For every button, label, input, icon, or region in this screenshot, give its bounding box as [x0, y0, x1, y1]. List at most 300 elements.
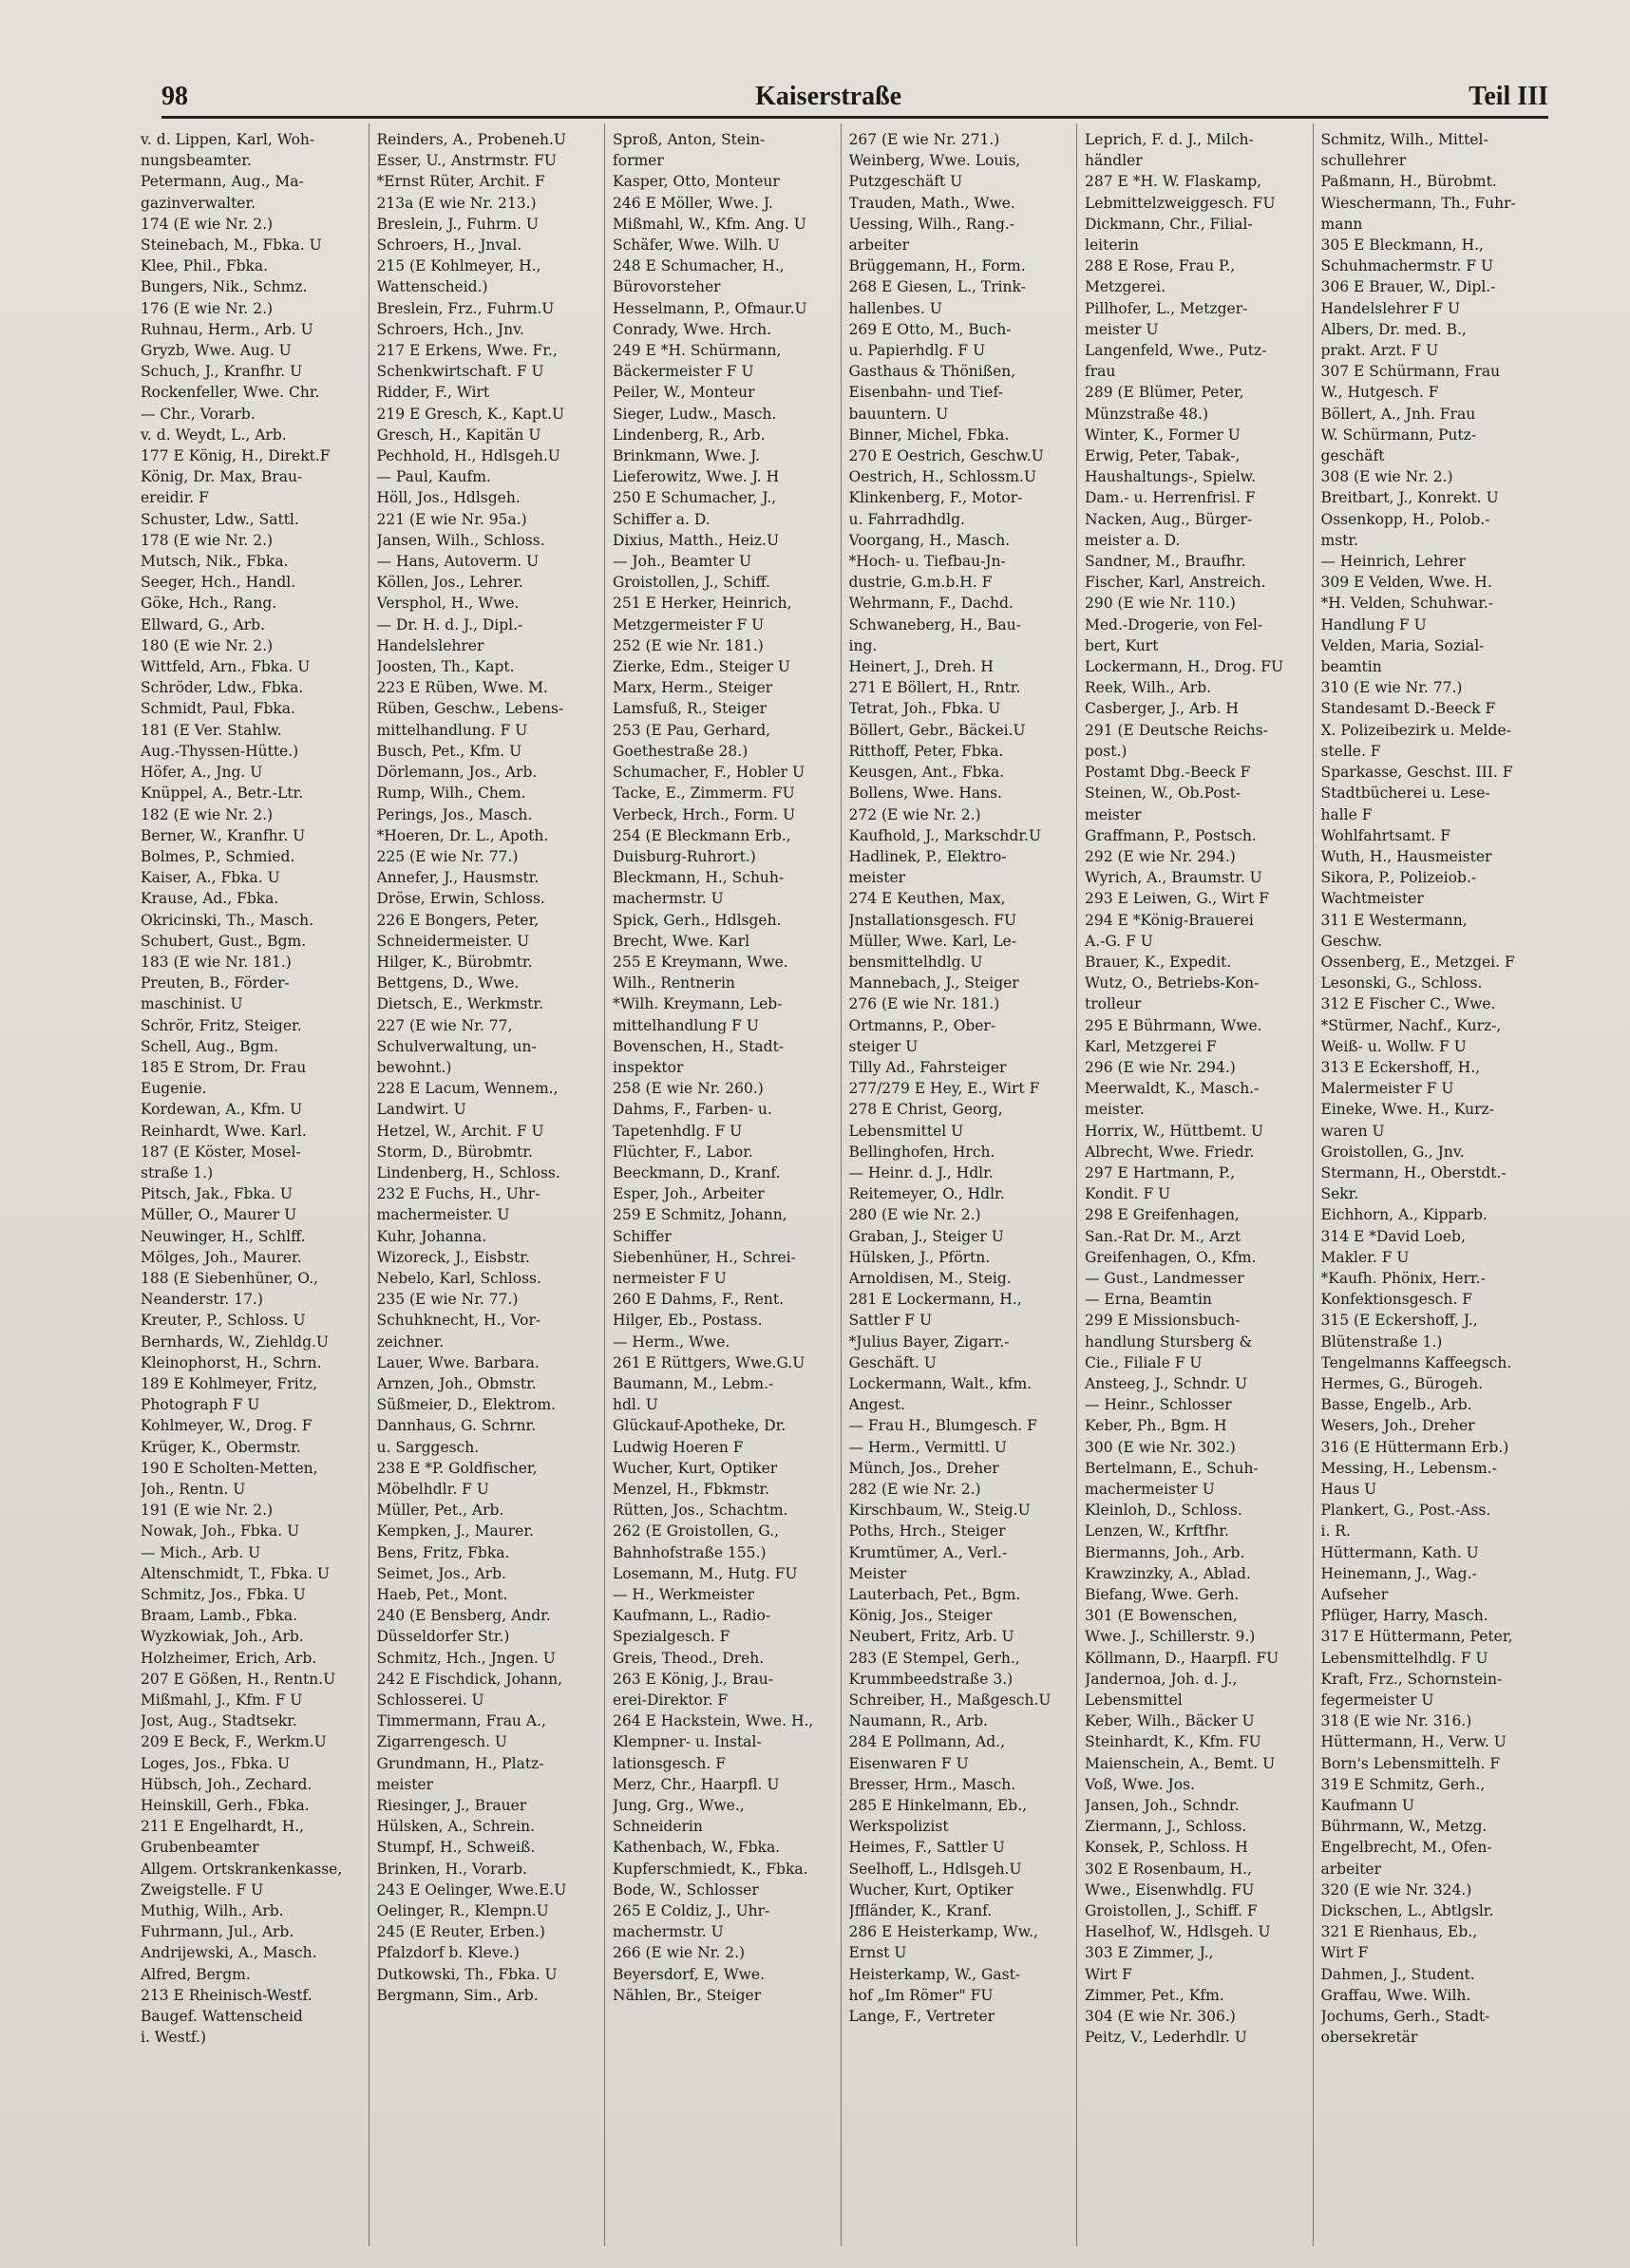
directory-entry: 249 E *H. Schürmann,	[613, 342, 782, 360]
directory-entry: Seelhoff, L., Hdlsgeh.U	[848, 1860, 1022, 1878]
directory-entry: — Herm., Vermittl. U	[848, 1438, 1007, 1456]
directory-entry: Storm, D., Bürobmtr.	[376, 1143, 533, 1161]
directory-entry: Kasper, Otto, Monteur	[613, 173, 780, 191]
directory-entry: Petermann, Aug., Ma-	[141, 173, 304, 191]
directory-entry: Jffländer, K., Kranf.	[848, 1902, 993, 1920]
page-header	[161, 78, 1548, 119]
directory-entry: Dixius, Matth., Heiz.U	[613, 531, 780, 549]
directory-entry: A.-G. F U	[1085, 932, 1153, 950]
directory-entry: Lindenberg, R., Arb.	[613, 425, 766, 444]
directory-entry: Born's Lebensmittelh. F	[1320, 1754, 1501, 1772]
directory-entry: Schröder, Ldw., Fbka.	[141, 679, 304, 697]
directory-entry: Wwe., Eisenwhdlg. FU	[1085, 1881, 1255, 1899]
directory-entry: Poths, Hrch., Steiger	[848, 1522, 1006, 1540]
directory-entry: Münch, Jos., Dreher	[848, 1459, 999, 1477]
directory-entry: Mutsch, Nik., Fbka.	[141, 553, 289, 571]
directory-entry: Joosten, Th., Kapt.	[376, 658, 515, 676]
directory-entry: machermstr. U	[613, 890, 724, 908]
directory-entry: 283 (E Stempel, Gerh.,	[848, 1649, 1020, 1667]
directory-entry: Maienschein, A., Bemt. U	[1085, 1754, 1276, 1772]
directory-entry: 250 E Schumacher, J.,	[613, 489, 777, 507]
directory-entry: Lindenberg, H., Schloss.	[376, 1163, 560, 1181]
directory-entry: Zierke, Edm., Steiger U	[613, 658, 790, 676]
directory-entry: 209 E Beck, F., Werkm.U	[141, 1733, 327, 1751]
directory-entry: 191 (E wie Nr. 2.)	[141, 1502, 274, 1520]
directory-entry: Hülsken, A., Schrein.	[376, 1818, 536, 1836]
directory-entry: u. Papierhdlg. F U	[848, 342, 986, 360]
directory-columns	[133, 123, 1548, 2246]
directory-entry: Perings, Jos., Masch.	[376, 805, 533, 823]
directory-entry: Riesinger, J., Brauer	[376, 1797, 527, 1815]
directory-entry: Schiffer	[613, 1227, 672, 1245]
directory-entry: Photograph F U	[141, 1396, 260, 1414]
directory-entry: W. Schürmann, Putz-	[1320, 425, 1477, 444]
directory-entry: Altenschmidt, T., Fbka. U	[141, 1564, 330, 1582]
directory-entry: 285 E Hinkelmann, Eb.,	[848, 1797, 1028, 1815]
directory-entry: Bergmann, Sim., Arb.	[376, 1986, 539, 2004]
directory-entry: Malermeister F U	[1320, 1080, 1454, 1098]
directory-entry: Bührmann, W., Metzg.	[1320, 1818, 1488, 1836]
directory-entry: hof „Im Römer" FU	[848, 1986, 994, 2004]
directory-entry: Stermann, H., Oberstdt.-	[1320, 1163, 1507, 1181]
directory-entry: 309 E Velden, Wwe. H.	[1320, 574, 1492, 592]
directory-entry: Krummbeedstraße 3.)	[848, 1670, 1014, 1688]
directory-entry: Dietsch, E., Werkmstr.	[376, 995, 544, 1013]
directory-entry: Stumpf, H., Schweiß.	[376, 1839, 536, 1857]
directory-entry: Krawzinzky, A., Ablad.	[1085, 1564, 1251, 1582]
directory-entry: Bollens, Wwe. Hans.	[848, 784, 1002, 803]
directory-entry: Brinkmann, Wwe. J.	[613, 447, 761, 465]
directory-entry: Basse, Engelb., Arb.	[1320, 1396, 1472, 1414]
directory-entry: Konsek, P., Schloss. H	[1085, 1839, 1248, 1857]
directory-entry: Eugenie.	[141, 1080, 207, 1098]
directory-entry: frau	[1085, 363, 1116, 381]
directory-entry: Kaufhold, J., Markschdr.U	[848, 826, 1042, 844]
directory-entry: Dahms, F., Farben- u.	[613, 1101, 772, 1119]
directory-entry: Tacke, E., Zimmerm. FU	[613, 784, 795, 803]
directory-entry: Putzgeschäft U	[848, 173, 963, 191]
directory-entry: Hilger, K., Bürobmtr.	[376, 953, 533, 971]
directory-entry: obersekretär	[1320, 2029, 1418, 2047]
directory-entry: Wehrmann, F., Dachd.	[848, 595, 1014, 613]
directory-entry: Nebelo, Karl, Schloss.	[376, 1269, 541, 1287]
directory-entry: *Julius Bayer, Zigarr.-	[848, 1332, 1010, 1351]
directory-entry: Heinemann, J., Wag.-	[1320, 1564, 1477, 1582]
directory-entry: Graban, J., Steiger U	[848, 1227, 1004, 1245]
directory-entry: Versphol, H., Wwe.	[376, 595, 520, 613]
directory-entry: mann	[1320, 215, 1363, 233]
directory-entry: 213 E Rheinisch-Westf.	[141, 1986, 313, 2004]
directory-entry: Seeger, Hch., Handl.	[141, 574, 296, 592]
directory-entry: bewohnt.)	[376, 1058, 452, 1076]
directory-entry: Siebenhüner, H., Schrei-	[613, 1248, 796, 1266]
directory-entry: Lebensmittel U	[848, 1122, 964, 1140]
directory-entry: 226 E Bongers, Peter,	[376, 911, 540, 929]
directory-entry: 177 E König, H., Direkt.F	[141, 447, 331, 465]
directory-entry: Landwirt. U	[376, 1101, 466, 1119]
directory-entry: Pfalzdorf b. Kleve.)	[376, 1944, 520, 1962]
directory-entry: bauuntern. U	[848, 405, 949, 423]
directory-entry: Krause, Ad., Fbka.	[141, 890, 279, 908]
directory-entry: 264 E Hackstein, Wwe. H.,	[613, 1712, 814, 1730]
directory-entry: 276 (E wie Nr. 181.)	[848, 995, 1000, 1013]
directory-entry: Bungers, Nik., Schmz.	[141, 278, 308, 296]
directory-entry: Menzel, H., Fbkmstr.	[613, 1481, 770, 1498]
directory-entry: Postamt Dbg.-Beeck F	[1085, 764, 1251, 782]
directory-entry: Holzheimer, Erich, Arb.	[141, 1649, 317, 1667]
directory-entry: Trauden, Math., Wwe.	[848, 194, 1015, 212]
directory-entry: Tetrat, Joh., Fbka. U	[848, 700, 1001, 718]
directory-entry: mittelhandlung. F U	[376, 721, 528, 739]
directory-entry: Bürovorsteher	[613, 278, 721, 296]
directory-entry: machermeister U	[1085, 1481, 1215, 1498]
directory-entry: 314 E *David Loeb,	[1320, 1227, 1466, 1245]
directory-entry: Süßmeier, D., Elektrom.	[376, 1396, 557, 1414]
directory-entry: Eineke, Wwe. H., Kurz-	[1320, 1101, 1494, 1119]
directory-entry: Schroers, Hch., Jnv.	[376, 320, 524, 338]
directory-entry: Schäfer, Wwe. Wilh. U	[613, 236, 780, 255]
directory-entry: 268 E Giesen, L., Trink-	[848, 278, 1026, 296]
directory-entry: gazinverwalter.	[141, 194, 256, 212]
directory-entry: 277/279 E Hey, E., Wirt F	[848, 1080, 1040, 1098]
directory-entry: Weiß- u. Wollw. F U	[1320, 1037, 1467, 1055]
directory-entry: Bovenschen, H., Stadt-	[613, 1037, 785, 1055]
directory-entry: Preuten, B., Förder-	[141, 974, 290, 992]
directory-entry: Gryzb, Wwe. Aug. U	[141, 342, 292, 360]
directory-entry: Heimes, F., Sattler U	[848, 1839, 1005, 1857]
directory-entry: Schenkwirtschaft. F U	[376, 363, 544, 381]
directory-entry: meister	[1085, 805, 1142, 823]
directory-entry: Flüchter, F., Labor.	[613, 1143, 753, 1161]
directory-entry: Winter, K., Former U	[1085, 425, 1241, 444]
directory-entry: Schubert, Gust., Bgm.	[141, 932, 307, 950]
directory-entry: nermeister F U	[613, 1269, 727, 1287]
directory-entry: Wesers, Joh., Dreher	[1320, 1417, 1475, 1435]
directory-entry: 294 E *König-Brauerei	[1085, 911, 1254, 929]
directory-entry: Pechhold, H., Hdlsgeh.U	[376, 447, 560, 465]
directory-entry: 282 (E wie Nr. 2.)	[848, 1481, 981, 1498]
directory-entry: 245 (E Reuter, Erben.)	[376, 1923, 545, 1941]
directory-entry: 174 (E wie Nr. 2.)	[141, 215, 274, 233]
directory-entry: Biefang, Wwe. Gerh.	[1085, 1586, 1240, 1604]
directory-entry: 232 E Fuchs, H., Uhr-	[376, 1185, 540, 1203]
directory-entry: — Herm., Wwe.	[613, 1332, 730, 1351]
directory-entry: Bens, Fritz, Fbka.	[376, 1543, 510, 1561]
directory-entry: Messing, H., Lebensm.-	[1320, 1459, 1497, 1477]
directory-entry: Bernhards, W., Ziehldg.U	[141, 1332, 329, 1351]
directory-entry: meister.	[1085, 1101, 1145, 1119]
directory-entry: Weinberg, Wwe. Louis,	[848, 152, 1021, 170]
directory-entry: Jung, Grg., Wwe.,	[613, 1797, 745, 1815]
directory-entry: Kaufmann U	[1320, 1797, 1414, 1815]
directory-entry: — Heinr., Schlosser	[1085, 1396, 1232, 1414]
directory-entry: Neubert, Fritz, Arb. U	[848, 1628, 1014, 1646]
directory-entry: Kempken, J., Maurer.	[376, 1522, 534, 1540]
directory-entry: Böllert, Gebr., Bäckei.U	[848, 721, 1026, 739]
directory-entry: Heinert, J., Dreh. H	[848, 658, 994, 676]
directory-entry: Wyzkowiak, Joh., Arb.	[141, 1628, 304, 1646]
directory-entry: Wilh., Rentnerin	[613, 974, 735, 992]
directory-entry: 189 E Kohlmeyer, Fritz,	[141, 1374, 317, 1392]
directory-entry: Muthig, Wilh., Arb.	[141, 1902, 284, 1920]
directory-entry: 287 E *H. W. Flaskamp,	[1085, 173, 1262, 191]
directory-entry: v. d. Lippen, Karl, Woh-	[141, 131, 315, 148]
directory-entry: — Gust., Landmesser	[1085, 1269, 1244, 1287]
directory-entry: Ossenkopp, H., Polob.-	[1320, 510, 1490, 528]
page-number: 98	[161, 82, 188, 111]
directory-entry: *Stürmer, Nachf., Kurz-,	[1320, 1016, 1502, 1034]
directory-entry: Kordewan, A., Kfm. U	[141, 1101, 303, 1119]
directory-entry: Böllert, A., Jnh. Frau	[1320, 405, 1476, 423]
directory-entry: Konfektionsgesch. F	[1320, 1291, 1473, 1309]
directory-entry: Oestrich, H., Schlossm.U	[848, 468, 1036, 486]
directory-entry: 296 (E wie Nr. 294.)	[1085, 1058, 1236, 1076]
directory-entry: Groistollen, J., Schiff.	[613, 574, 770, 592]
directory-entry: Wirt F	[1085, 1965, 1132, 1983]
directory-entry: Kleinloh, D., Schloss.	[1085, 1502, 1242, 1520]
directory-entry: Groistollen, J., Schiff. F	[1085, 1902, 1258, 1920]
directory-entry: Bolmes, P., Schmied.	[141, 847, 295, 865]
directory-entry: Wyrich, A., Braumstr. U	[1085, 869, 1262, 887]
directory-entry: Lockermann, Walt., kfm.	[848, 1374, 1033, 1392]
directory-entry: 274 E Keuthen, Max,	[848, 890, 1006, 908]
directory-entry: schullehrer	[1320, 152, 1407, 170]
directory-entry: Glückauf-Apotheke, Dr.	[613, 1417, 787, 1435]
directory-entry: Wieschermann, Th., Fuhr-	[1320, 194, 1516, 212]
directory-entry: Jansen, Wilh., Schloss.	[376, 531, 545, 549]
directory-entry: Reinders, A., Probeneh.U	[376, 131, 566, 148]
directory-entry: zeichner.	[376, 1332, 445, 1351]
directory-entry: 242 E Fischdick, Johann,	[376, 1670, 563, 1688]
directory-entry: Steinebach, M., Fbka. U	[141, 236, 322, 255]
directory-entry: Makler. F U	[1320, 1248, 1410, 1266]
directory-entry: Geschäft. U	[848, 1353, 937, 1371]
directory-entry: Schuch, J., Kranfhr. U	[141, 363, 303, 381]
directory-entry: Ziermann, J., Schloss.	[1085, 1818, 1247, 1836]
directory-entry: Bahnhofstraße 155.)	[613, 1543, 767, 1561]
directory-entry: Ortmanns, P., Ober-	[848, 1016, 996, 1034]
directory-entry: Bode, W., Schlosser	[613, 1881, 759, 1899]
directory-entry: Breitbart, J., Konrekt. U	[1320, 489, 1499, 507]
directory-entry: 272 (E wie Nr. 2.)	[848, 805, 981, 823]
directory-entry: Höfer, A., Jng. U	[141, 764, 263, 782]
directory-entry: — Paul, Kaufm.	[376, 468, 491, 486]
directory-entry: 217 E Erkens, Wwe. Fr.,	[376, 342, 558, 360]
directory-entry: Reinhardt, Wwe. Karl.	[141, 1122, 307, 1140]
directory-entry: 289 (E Blümer, Peter,	[1085, 384, 1244, 402]
directory-entry: Wohlfahrtsamt. F	[1320, 826, 1450, 844]
directory-entry: *Ernst Rüter, Archit. F	[376, 173, 545, 191]
directory-entry: 215 (E Kohlmeyer, H.,	[376, 257, 541, 275]
directory-entry: Reitemeyer, O., Hdlr.	[848, 1185, 1005, 1203]
directory-entry: 246 E Möller, Wwe. J.	[613, 194, 773, 212]
directory-entry: 271 E Böllert, H., Rntr.	[848, 679, 1021, 697]
directory-entry: 183 (E wie Nr. 181.)	[141, 953, 292, 971]
directory-entry: Dam.- u. Herrenfrisl. F	[1085, 489, 1256, 507]
directory-entry: Blütenstraße 1.)	[1320, 1332, 1443, 1351]
directory-entry: Brauer, K., Expedit.	[1085, 953, 1232, 971]
directory-entry: 312 E Fischer C., Wwe.	[1320, 995, 1496, 1013]
directory-entry: meister U	[1085, 320, 1159, 338]
directory-entry: 321 E Rienhaus, Eb.,	[1320, 1923, 1478, 1941]
directory-entry: Kaufmann, L., Radio-	[613, 1607, 771, 1625]
directory-entry: 280 (E wie Nr. 2.)	[848, 1206, 981, 1224]
directory-entry: Klempner- u. Instal-	[613, 1733, 762, 1751]
directory-entry: Jansen, Joh., Schndr.	[1085, 1797, 1240, 1815]
directory-entry: meister	[848, 869, 906, 887]
directory-entry: Kreuter, P., Schloss. U	[141, 1312, 306, 1330]
directory-entry: 265 E Coldiz, J., Uhr-	[613, 1902, 770, 1920]
directory-entry: Fuhrmann, Jul., Arb.	[141, 1923, 294, 1941]
directory-entry: 254 (E Bleckmann Erb.,	[613, 826, 791, 844]
directory-entry: Lange, F., Vertreter	[848, 2008, 995, 2026]
directory-entry: Pflüger, Harry, Masch.	[1320, 1607, 1488, 1625]
directory-entry: Sekr.	[1320, 1185, 1359, 1203]
directory-entry: Lockermann, H., Drog. FU	[1085, 658, 1284, 676]
directory-entry: 302 E Rosenbaum, H.,	[1085, 1860, 1252, 1878]
directory-entry: 248 E Schumacher, H.,	[613, 257, 785, 275]
directory-entry: Tapetenhdlg. F U	[613, 1122, 743, 1140]
directory-entry: nungsbeamter.	[141, 152, 252, 170]
directory-entry: Sattler F U	[848, 1312, 933, 1330]
column-2	[369, 123, 605, 2246]
directory-entry: Hesselmann, P., Ofmaur.U	[613, 299, 807, 317]
directory-entry: Losemann, M., Hutg. FU	[613, 1564, 798, 1582]
directory-entry: erei-Direktor. F	[613, 1692, 729, 1710]
directory-entry: — Hans, Autoverm. U	[376, 553, 540, 571]
directory-entry: 182 (E wie Nr. 2.)	[141, 805, 274, 823]
directory-entry: 266 (E wie Nr. 2.)	[613, 1944, 746, 1962]
directory-entry: Ruhnau, Herm., Arb. U	[141, 320, 313, 338]
directory-entry: u. Sarggesch.	[376, 1438, 480, 1456]
directory-entry: 253 (E Pau, Gerhard,	[613, 721, 771, 739]
directory-entry: Reek, Wilh., Arb.	[1085, 679, 1212, 697]
directory-entry: arbeiter	[1320, 1860, 1382, 1878]
directory-entry: Heisterkamp, W., Gast-	[848, 1965, 1021, 1983]
directory-entry: Biermanns, Joh., Arb.	[1085, 1543, 1245, 1561]
directory-entry: Busch, Pet., Kfm. U	[376, 742, 522, 760]
directory-entry: — Erna, Beamtin	[1085, 1291, 1212, 1309]
directory-entry: Schreiber, H., Maßgesch.U	[848, 1692, 1052, 1710]
directory-entry: steiger U	[848, 1037, 919, 1055]
directory-entry: Lebensmittel	[1085, 1692, 1183, 1710]
directory-entry: 320 (E wie Nr. 324.)	[1320, 1881, 1472, 1899]
directory-entry: Neanderstr. 17.)	[141, 1291, 263, 1309]
directory-entry: Schiffer a. D.	[613, 510, 711, 528]
directory-entry: Plankert, G., Post.-Ass.	[1320, 1502, 1491, 1520]
directory-entry: 223 E Rüben, Wwe. M.	[376, 679, 548, 697]
directory-entry: Peiler, W., Monteur	[613, 384, 755, 402]
directory-entry: San.-Rat Dr. M., Arzt	[1085, 1227, 1241, 1245]
directory-entry: Schmitz, Wilh., Mittel-	[1320, 131, 1488, 148]
directory-entry: 225 (E wie Nr. 77.)	[376, 847, 519, 865]
directory-entry: 188 (E Siebenhüner, O.,	[141, 1269, 318, 1287]
directory-entry: Wwe. J., Schillerstr. 9.)	[1085, 1628, 1256, 1646]
directory-entry: Schneiderin	[613, 1818, 703, 1836]
directory-entry: Haushaltungs-, Spielw.	[1085, 468, 1257, 486]
directory-entry: bert, Kurt	[1085, 636, 1159, 654]
column-6	[1313, 123, 1549, 2246]
directory-entry: Sparkasse, Geschst. III. F	[1320, 764, 1513, 782]
directory-entry: Graffmann, P., Postsch.	[1085, 826, 1257, 844]
directory-entry: 306 E Brauer, W., Dipl.-	[1320, 278, 1496, 296]
directory-entry: 288 E Rose, Frau P.,	[1085, 257, 1236, 275]
directory-entry: Nählen, Br., Steiger	[613, 1986, 762, 2004]
directory-entry: Leprich, F. d. J., Milch-	[1085, 131, 1254, 148]
directory-entry: Oelinger, R., Klempn.U	[376, 1902, 549, 1920]
directory-entry: 298 E Greifenhagen,	[1085, 1206, 1240, 1224]
part-label: Teil III	[1469, 82, 1548, 111]
directory-entry: Uessing, Wilh., Rang.-	[848, 215, 1015, 233]
directory-entry: Wutz, O., Betriebs-Kon-	[1085, 974, 1260, 992]
directory-entry: Lebensmittelhdlg. F U	[1320, 1649, 1488, 1667]
directory-entry: — Mich., Arb. U	[141, 1543, 261, 1561]
directory-entry: Kirschbaum, W., Steig.U	[848, 1502, 1031, 1520]
directory-entry: Schumacher, F., Hobler U	[613, 764, 806, 782]
directory-entry: — Heinrich, Lehrer	[1320, 553, 1466, 571]
directory-entry: Zigarrengesch. U	[376, 1733, 507, 1751]
directory-entry: Ellward, G., Arb.	[141, 615, 265, 633]
directory-entry: 300 (E wie Nr. 302.)	[1085, 1438, 1236, 1456]
directory-entry: v. d. Weydt, L., Arb.	[141, 425, 287, 444]
directory-entry: 317 E Hüttermann, Peter,	[1320, 1628, 1513, 1646]
directory-entry: 295 E Bührmann, Wwe.	[1085, 1016, 1262, 1034]
directory-entry: Lebmittelzweiggesch. FU	[1085, 194, 1276, 212]
directory-entry: Hermes, G., Bürogeh.	[1320, 1374, 1484, 1392]
directory-entry: Hübsch, Joh., Zechard.	[141, 1775, 313, 1793]
directory-entry: Hadlinek, P., Elektro-	[848, 847, 1007, 865]
directory-entry: Kondit. F U	[1085, 1185, 1171, 1203]
directory-entry: 269 E Otto, M., Buch-	[848, 320, 1012, 338]
directory-entry: Med.-Drogerie, von Fel-	[1085, 615, 1263, 633]
directory-entry: 221 (E wie Nr. 95a.)	[376, 510, 527, 528]
directory-entry: Peitz, V., Lederhdlr. U	[1085, 2029, 1247, 2047]
directory-entry: 263 E König, J., Brau-	[613, 1670, 774, 1688]
directory-entry: Zimmer, Pet., Kfm.	[1085, 1986, 1224, 2004]
directory-entry: Fischer, Karl, Anstreich.	[1085, 574, 1266, 592]
directory-entry: Wizoreck, J., Eisbstr.	[376, 1248, 530, 1266]
directory-entry: 290 (E wie Nr. 110.)	[1085, 595, 1236, 613]
directory-entry: 261 E Rüttgers, Wwe.G.U	[613, 1353, 806, 1371]
directory-entry: Angest.	[848, 1396, 905, 1414]
directory-entry: 301 (E Bowenschen,	[1085, 1607, 1238, 1625]
directory-entry: Aug.-Thyssen-Hütte.)	[141, 742, 299, 760]
directory-entry: Velden, Maria, Sozial-	[1320, 636, 1485, 654]
directory-entry: Dahmen, J., Student.	[1320, 1965, 1475, 1983]
directory-entry: *Hoch- u. Tiefbau-Jn-	[848, 553, 1006, 571]
directory-entry: prakt. Arzt. F U	[1320, 342, 1439, 360]
directory-entry: Kohlmeyer, W., Drog. F	[141, 1417, 313, 1435]
directory-entry: u. Fahrradhdlg.	[848, 510, 965, 528]
directory-entry: Mißmahl, W., Kfm. Ang. U	[613, 215, 806, 233]
directory-entry: Höll, Jos., Hdlsgeh.	[376, 489, 521, 507]
directory-entry: 243 E Oelinger, Wwe.E.U	[376, 1881, 567, 1899]
directory-entry: 190 E Scholten-Metten,	[141, 1459, 318, 1477]
directory-entry: Knüppel, A., Betr.-Ltr.	[141, 784, 304, 803]
directory-entry: Rump, Wilh., Chem.	[376, 784, 526, 803]
directory-entry: Lenzen, W., Krftfhr.	[1085, 1522, 1229, 1540]
directory-entry: stelle. F	[1320, 742, 1381, 760]
directory-entry: Schrör, Fritz, Steiger.	[141, 1016, 302, 1034]
directory-entry: 251 E Herker, Heinrich,	[613, 595, 792, 613]
directory-entry: Sproß, Anton, Stein-	[613, 131, 766, 148]
directory-entry: Krüger, K., Obermstr.	[141, 1438, 301, 1456]
directory-entry: Bellinghofen, Hrch.	[848, 1143, 995, 1161]
directory-entry: Bresser, Hrm., Masch.	[848, 1775, 1016, 1793]
directory-entry: Metzgerei.	[1085, 278, 1166, 296]
directory-entry: Düsseldorfer Str.)	[376, 1628, 510, 1646]
directory-entry: — Dr. H. d. J., Dipl.-	[376, 615, 523, 633]
